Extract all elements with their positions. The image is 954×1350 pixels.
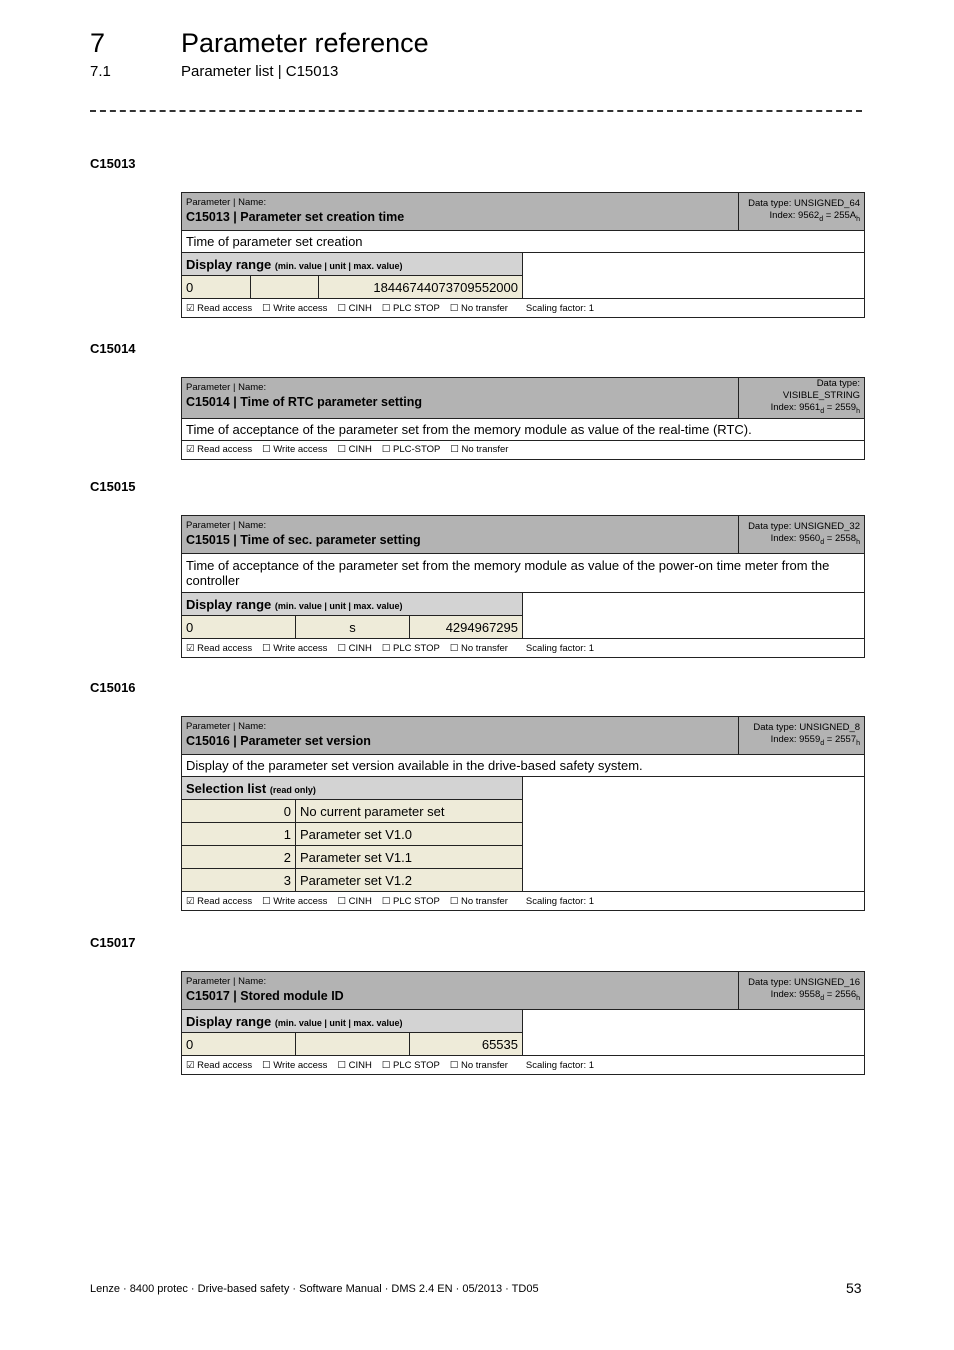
range-max: 18446744073709552000: [319, 276, 523, 299]
range-unit: [296, 1033, 410, 1056]
access-row: ☑ Read access ☐ Write access ☐ CINH ☐ PLC STOP ☐ No transfer Scaling factor: 1: [182, 892, 865, 911]
list-item: 1 Parameter set V1.0: [182, 823, 865, 846]
section-title: Parameter list | C15013: [181, 63, 339, 80]
list-item: 2 Parameter set V1.1: [182, 846, 865, 869]
data-type: Data type: UNSIGNED_16 Index: $9558_d = 2556_h$: [739, 972, 865, 1010]
param-title: C15016 | Parameter set version: [186, 734, 371, 748]
param-description: Display of the parameter set version available in the drive-based safety system.: [182, 755, 865, 777]
display-range-header: Display range (min. value | unit | max. value): [182, 1010, 523, 1033]
param-title: C15017 | Stored module ID: [186, 989, 344, 1003]
selection-list-header: Selection list (read only): [182, 777, 523, 800]
param-header: Parameter | Name: C15013 | Parameter set creation time: [182, 193, 739, 231]
access-row: ☑ Read access ☐ Write access ☐ CINH ☐ PLC STOP ☐ No transfer Scaling factor: 1: [182, 299, 865, 318]
range-max: 65535: [410, 1033, 523, 1056]
param-header: Parameter | Name: C15015 | Time of sec. parameter setting: [182, 516, 739, 554]
range-min: 0: [182, 616, 296, 639]
param-title: C15014 | Time of RTC parameter setting: [186, 395, 422, 409]
param-table-c15017: [181, 971, 865, 1075]
footer-text: Lenze · 8400 protec · Drive-based safety · Software Manual · DMS 2.4 EN · 05/2013 · TD05: [90, 1283, 539, 1295]
code-label-c15015: C15015: [90, 479, 136, 494]
param-header: Parameter | Name: C15016 | Parameter set version: [182, 717, 739, 755]
range-min: 0: [182, 276, 251, 299]
display-range-header: Display range (min. value | unit | max. value): [182, 253, 523, 276]
param-description: Time of acceptance of the parameter set from the memory module as value of the real-time (RTC).: [182, 418, 865, 440]
param-header: Parameter | Name: C15017 | Stored module ID: [182, 972, 739, 1010]
access-row: ☑ Read access ☐ Write access ☐ CINH ☐ PLC STOP ☐ No transfer Scaling factor: 1: [182, 1056, 865, 1075]
range-min: 0: [182, 1033, 296, 1056]
display-range-header: Display range (min. value | unit | max. value): [182, 593, 523, 616]
param-table-c15014: [181, 377, 865, 460]
data-type: Data type: UNSIGNED_32 Index: $9560_d = 2558_h$: [739, 516, 865, 554]
param-description: Time of acceptance of the parameter set from the memory module as value of the power-on time meter from the controller: [182, 554, 865, 593]
param-header: Parameter | Name: C15014 | Time of RTC parameter setting: [182, 378, 739, 419]
code-label-c15013: C15013: [90, 156, 136, 171]
chapter-title: Parameter reference: [181, 28, 429, 58]
list-item: 0 No current parameter set: [182, 800, 865, 823]
param-table-c15013: [181, 192, 865, 318]
access-row: ☑ Read access ☐ Write access ☐ CINH ☐ PLC STOP ☐ No transfer Scaling factor: 1: [182, 639, 865, 658]
chapter-number: 7: [90, 28, 106, 58]
data-type: Data type: VISIBLE_STRING Index: $9561_d = 2559_h$: [739, 378, 865, 419]
list-item: 3 Parameter set V1.2: [182, 869, 865, 892]
range-unit: [251, 276, 319, 299]
param-title: C15015 | Time of sec. parameter setting: [186, 533, 421, 547]
divider: [90, 110, 862, 112]
data-type: Data type: UNSIGNED_8 Index: $9559_d = 2557_h$: [739, 717, 865, 755]
range-unit: s: [296, 616, 410, 639]
param-table-c15015: [181, 515, 865, 658]
page-number: 53: [846, 1280, 862, 1296]
param-description: Time of parameter set creation: [182, 231, 865, 253]
code-label-c15016: C15016: [90, 680, 136, 695]
range-max: 4294967295: [410, 616, 523, 639]
param-table-c15016: [181, 716, 865, 911]
param-title: C15013 | Parameter set creation time: [186, 210, 405, 224]
access-row: ☑ Read access ☐ Write access ☐ CINH ☐ PLC-STOP ☐ No transfer: [182, 440, 865, 459]
section-number: 7.1: [90, 63, 111, 80]
code-label-c15017: C15017: [90, 935, 136, 950]
data-type: Data type: UNSIGNED_64 Index: $9562_d = 255A_h$: [739, 193, 865, 231]
code-label-c15014: C15014: [90, 341, 136, 356]
